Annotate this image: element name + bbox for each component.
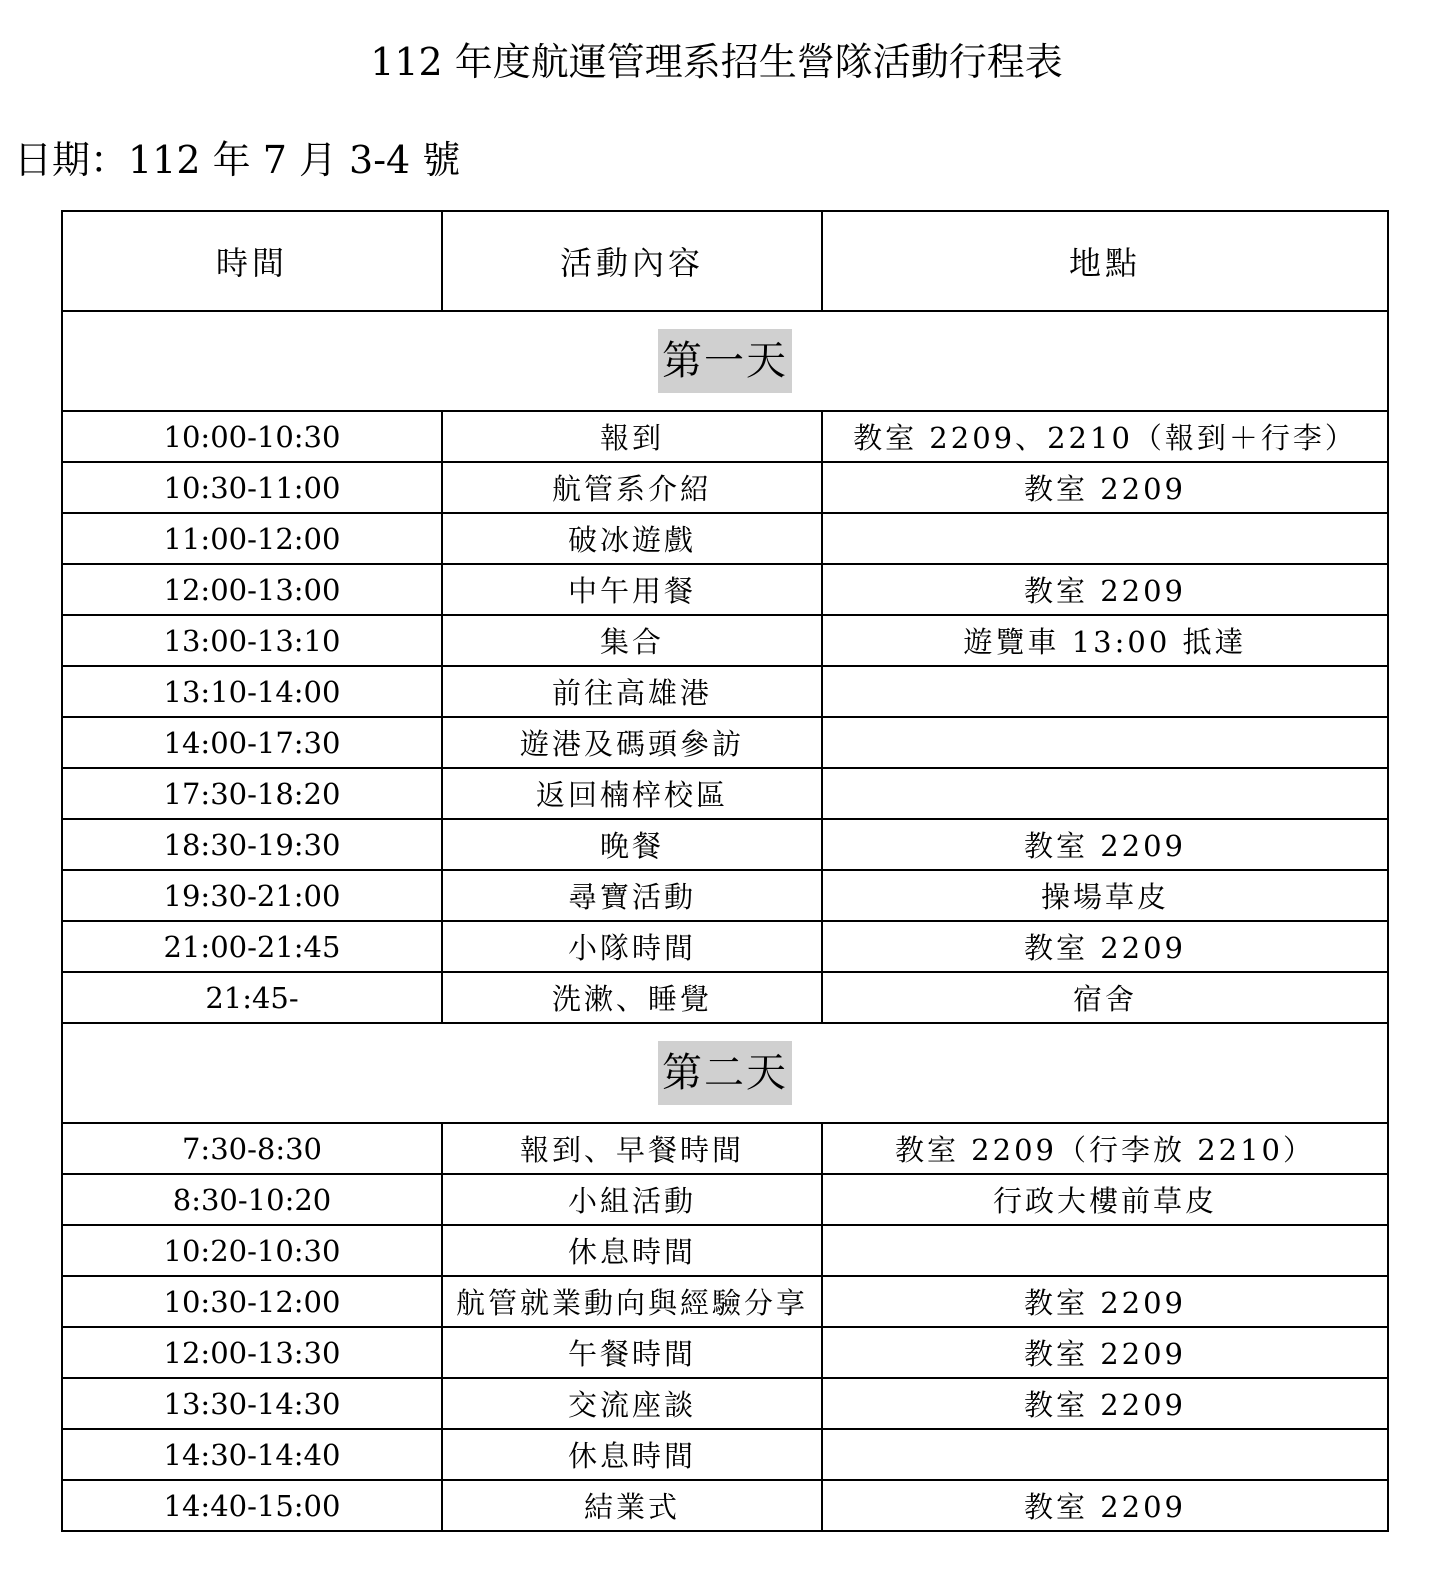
event-date: 日期：112 年 7 月 3-4 號 [14, 138, 461, 182]
table-row [62, 1276, 1388, 1327]
day-header-cell [62, 1023, 1388, 1123]
activity-cell: 尋寶活動 [442, 870, 822, 921]
time-cell: 10:30-11:00 [62, 462, 442, 513]
day-label: 第一天 [658, 329, 792, 393]
header-time: 時間 [62, 211, 442, 311]
schedule-table [61, 210, 1389, 1532]
time-cell: 10:20-10:30 [62, 1225, 442, 1276]
table-row [62, 1123, 1388, 1174]
activity-cell: 休息時間 [442, 1429, 822, 1480]
day-header-cell [62, 311, 1388, 411]
time-cell: 21:45- [62, 972, 442, 1023]
table-row [62, 819, 1388, 870]
table-row [62, 513, 1388, 564]
activity-cell: 航管就業動向與經驗分享 [442, 1276, 822, 1327]
table-row [62, 921, 1388, 972]
time-cell: 11:00-12:00 [62, 513, 442, 564]
location-cell: 教室 2209 [822, 1480, 1388, 1531]
activity-cell: 交流座談 [442, 1378, 822, 1429]
time-cell: 19:30-21:00 [62, 870, 442, 921]
activity-cell: 中午用餐 [442, 564, 822, 615]
location-cell: 遊覽車 13:00 抵達 [822, 615, 1388, 666]
activity-cell: 休息時間 [442, 1225, 822, 1276]
location-cell [822, 1225, 1388, 1276]
table-row [62, 1174, 1388, 1225]
activity-cell: 晚餐 [442, 819, 822, 870]
activity-cell: 集合 [442, 615, 822, 666]
activity-cell: 小組活動 [442, 1174, 822, 1225]
table-row [62, 1327, 1388, 1378]
table-row [62, 1480, 1388, 1531]
activity-cell: 航管系介紹 [442, 462, 822, 513]
table-row [62, 411, 1388, 462]
header-activity: 活動內容 [442, 211, 822, 311]
location-cell: 教室 2209 [822, 564, 1388, 615]
location-cell: 教室 2209 [822, 1276, 1388, 1327]
table-row [62, 564, 1388, 615]
day-label: 第二天 [658, 1041, 792, 1105]
location-cell: 教室 2209 [822, 462, 1388, 513]
time-cell: 13:10-14:00 [62, 666, 442, 717]
time-cell: 14:00-17:30 [62, 717, 442, 768]
activity-cell: 結業式 [442, 1480, 822, 1531]
activity-cell: 遊港及碼頭參訪 [442, 717, 822, 768]
activity-cell: 返回楠梓校區 [442, 768, 822, 819]
location-cell [822, 1429, 1388, 1480]
table-row [62, 615, 1388, 666]
header-location: 地點 [822, 211, 1388, 311]
activity-cell: 午餐時間 [442, 1327, 822, 1378]
document-title: 112 年度航運管理系招生營隊活動行程表 [370, 40, 1063, 84]
time-cell: 12:00-13:00 [62, 564, 442, 615]
time-cell: 21:00-21:45 [62, 921, 442, 972]
activity-cell: 前往高雄港 [442, 666, 822, 717]
location-cell: 行政大樓前草皮 [822, 1174, 1388, 1225]
activity-cell: 破冰遊戲 [442, 513, 822, 564]
header-row [62, 211, 1388, 311]
location-cell [822, 768, 1388, 819]
location-cell [822, 513, 1388, 564]
time-cell: 13:30-14:30 [62, 1378, 442, 1429]
time-cell: 10:30-12:00 [62, 1276, 442, 1327]
time-cell: 14:30-14:40 [62, 1429, 442, 1480]
table-row [62, 1225, 1388, 1276]
table-row [62, 462, 1388, 513]
table-row [62, 717, 1388, 768]
table-row [62, 1378, 1388, 1429]
day-header-row [62, 311, 1388, 411]
location-cell: 教室 2209 [822, 1378, 1388, 1429]
location-cell: 教室 2209 [822, 1327, 1388, 1378]
time-cell: 7:30-8:30 [62, 1123, 442, 1174]
time-cell: 14:40-15:00 [62, 1480, 442, 1531]
schedule-body [62, 311, 1388, 1531]
time-cell: 13:00-13:10 [62, 615, 442, 666]
time-cell: 10:00-10:30 [62, 411, 442, 462]
activity-cell: 洗漱、睡覺 [442, 972, 822, 1023]
location-cell [822, 717, 1388, 768]
day-header-row [62, 1023, 1388, 1123]
table-row [62, 1429, 1388, 1480]
time-cell: 18:30-19:30 [62, 819, 442, 870]
activity-cell: 報到 [442, 411, 822, 462]
location-cell [822, 666, 1388, 717]
activity-cell: 小隊時間 [442, 921, 822, 972]
table-row [62, 768, 1388, 819]
time-cell: 8:30-10:20 [62, 1174, 442, 1225]
table-row [62, 870, 1388, 921]
activity-cell: 報到、早餐時間 [442, 1123, 822, 1174]
location-cell: 操場草皮 [822, 870, 1388, 921]
table-row [62, 666, 1388, 717]
location-cell: 宿舍 [822, 972, 1388, 1023]
time-cell: 17:30-18:20 [62, 768, 442, 819]
location-cell: 教室 2209（行李放 2210） [822, 1123, 1388, 1174]
location-cell: 教室 2209 [822, 921, 1388, 972]
time-cell: 12:00-13:30 [62, 1327, 442, 1378]
table-row [62, 972, 1388, 1023]
location-cell: 教室 2209 [822, 819, 1388, 870]
location-cell: 教室 2209、2210（報到＋行李） [822, 411, 1388, 462]
